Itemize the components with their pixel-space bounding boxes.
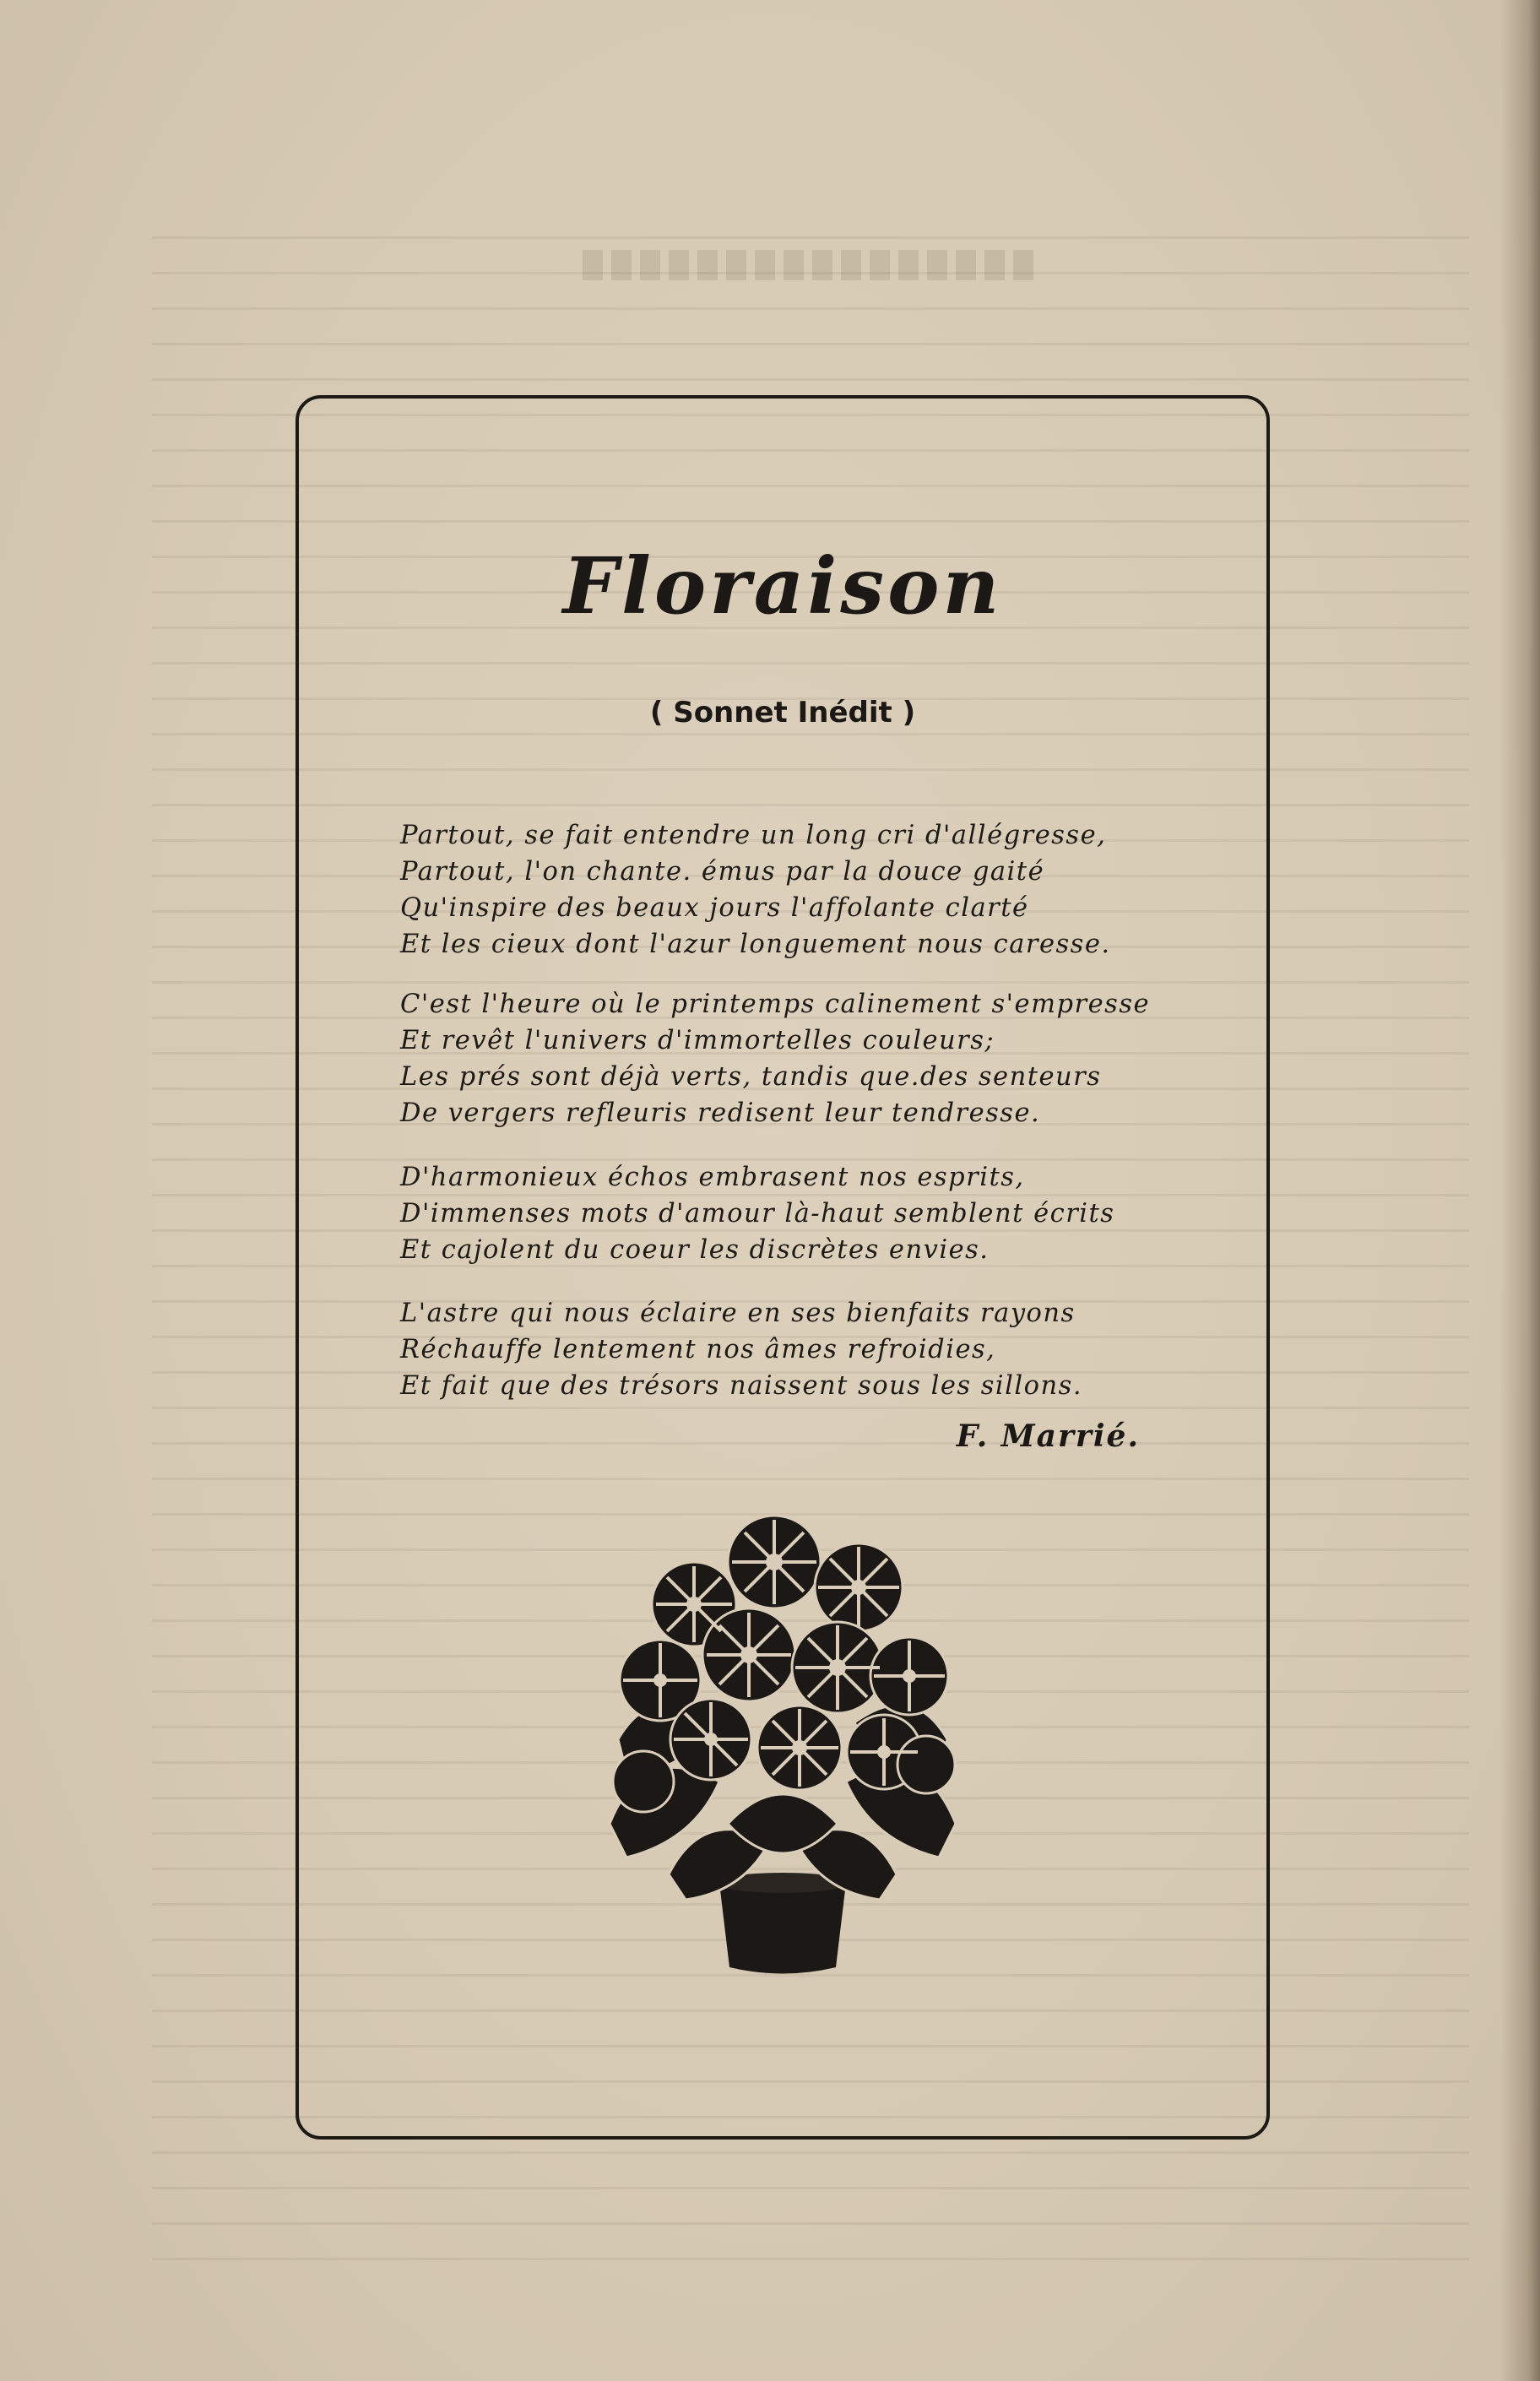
stanza-2 [400, 986, 1160, 1131]
poem-title: Floraison [562, 540, 1003, 632]
flower-pot-icon [593, 1486, 973, 1993]
bleed-through-header [583, 250, 1038, 280]
poem-line: C'est l'heure où le printemps calinement s'empresse [400, 990, 1151, 1019]
page-gutter-shadow [1499, 0, 1540, 2381]
poem-line: Réchauffe lentement nos âmes refroidies, [400, 1335, 996, 1364]
poem-line: Et les cieux dont l'azur longuement nous caresse. [400, 930, 1111, 959]
poem-subtitle: ( Sonnet Inédit ) [649, 696, 916, 729]
poem-line: Partout, se fait entendre un long cri d'allégresse, [400, 821, 1107, 850]
poem-signature: F. Marrié. [956, 1418, 1140, 1454]
poem-line: Qu'inspire des beaux jours l'affolante clarté [400, 893, 1029, 923]
poem-line: Et revêt l'univers d'immortelles couleurs; [400, 1026, 995, 1055]
poem-line: Et fait que des trésors naissent sous les sillons. [400, 1371, 1083, 1401]
stanza-1 [400, 817, 1160, 963]
poem-line: Et cajolent du coeur les discrètes envies. [400, 1235, 990, 1265]
poem-line: D'immenses mots d'amour là-haut semblent écrits [400, 1199, 1115, 1228]
poem-line: De vergers refleuris redisent leur tendresse. [400, 1098, 1041, 1128]
poem-line: Les prés sont déjà verts, tandis que.des senteurs [400, 1062, 1102, 1092]
poem-line: Partout, l'on chante. émus par la douce gaité [400, 857, 1045, 887]
stanza-3 [400, 1159, 1160, 1268]
poem-line: D'harmonieux échos embrasent nos esprits, [400, 1163, 1025, 1192]
stanza-4 [400, 1295, 1160, 1404]
poem-line: L'astre qui nous éclaire en ses bienfaits rayons [400, 1299, 1076, 1328]
